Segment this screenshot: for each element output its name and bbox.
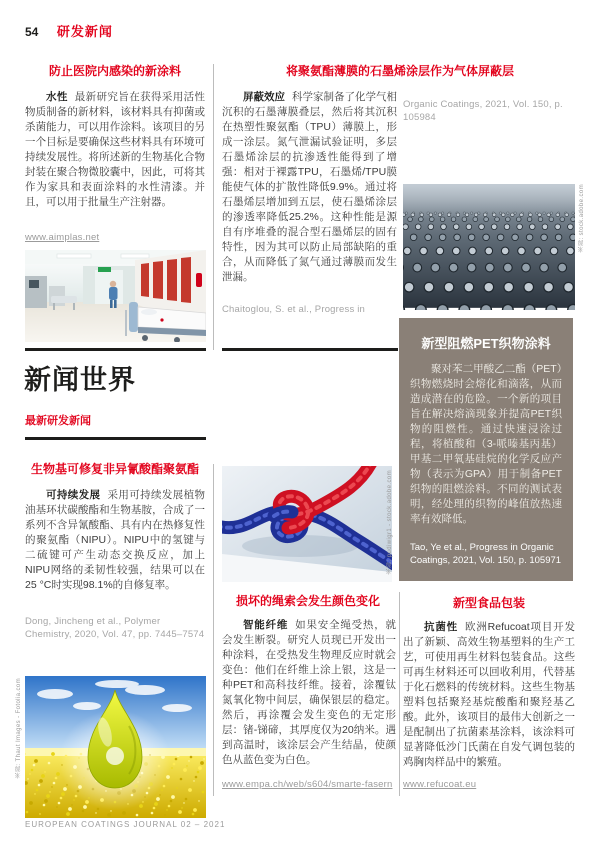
citation-graphene-part1: Chaitoglou, S. et al., Progress in xyxy=(222,304,366,315)
section-rule xyxy=(25,437,206,440)
page-number: 54 xyxy=(25,25,39,39)
photo-credit: 来源: stock.adobe.com xyxy=(579,184,585,253)
section-rule xyxy=(25,348,206,351)
box-body: 聚对苯二甲酸乙二酯（PET）织物燃烧时会熔化和滴落，从而造成潜在的危险。一个新的项目旨在解决熔滴现象并提高PET织物的阻燃性。通过快速浸涂过程，将植酸和（3-哌嗪基丙基）甲基二甲氧基硅烷的化学反应产物（表示为GPA）用于制备PET织物的阻燃涂料。不同的测试表明，经处理的织物的峰值放热速率有效降低。 xyxy=(410,363,562,525)
flame-retardant-box xyxy=(399,318,573,581)
article-link-refucoat[interactable]: www.refucoat.eu xyxy=(403,779,477,790)
article-body-graphene: 屏蔽效应 科学家制备了化学气相沉积的石墨薄膜叠层，然后将其沉积在热塑性聚氨酯（TPU）薄膜上，形成一涂层。氮气泄漏试验证明，多层石墨烯涂层的抗渗透性能得到了增强：相对于裸露TPU，石墨烯/TPU膜能使气体的扩散性降低9.9%。通过将石墨烯层增加到五层，使石墨烯涂层的渗透率降低25.2%。这种性能是源自有序堆叠的混合型石墨烯层的固有特性，因为其可以防止局部缺陷的重合，从而降低了氮气通过薄膜而发生泄漏。 xyxy=(222,91,397,283)
hospital-photo xyxy=(25,250,206,342)
news-world-title: 新闻世界 xyxy=(24,365,136,395)
citation-nipu: Dong, Jincheng et al., Polymer Chemistry, 2020, Vol. 47, pp. 7445–7574 xyxy=(25,616,205,640)
box-citation: Tao, Ye et al., Progress in Organic Coatings, 2021, Vol. 150, p. 105971 xyxy=(410,542,562,566)
lead-word: 智能纤维 xyxy=(243,619,289,631)
subsection-label: 最新研发新闻 xyxy=(25,415,91,427)
article-title-packaging: 新型食品包装 xyxy=(452,596,525,610)
photo-credit: 来源: pudiwigr1 - stock.adobe.com xyxy=(387,470,393,575)
lead-word: 抗菌性 xyxy=(424,621,458,633)
lead-word: 可持续发展 xyxy=(46,489,101,501)
article-link-aimplas[interactable]: www.aimplas.net xyxy=(25,232,100,243)
article-title-rope: 损坏的绳索会发生颜色变化 xyxy=(235,594,380,608)
article-link-empa[interactable]: www.empa.ch/web/s604/smarte-fasern xyxy=(222,779,393,790)
article-body-packaging: 抗菌性 欧洲Refucoat项目开发出了新颖、高效生物基塑料的生产工艺，可使用再生材料包装食品。这些可再生材料还可以回收利用，代替基于化石燃料的传统材料。这些生物基塑料包括聚羟基烷酸酯和聚羟基乙酸。此外，该项目的最伟大创新之一是配制出了抗菌素基涂料，该涂料可显著降低沙门氏菌在自发气调包装的鸡胸肉样品中的繁殖。 xyxy=(403,621,576,768)
article-body-rope: 智能纤维 如果安全绳受热，就会发生断裂。研究人员现已开发出一种涂料，在受热发生物理反应时就会变色：他们在纤维上涂上银，这是一种PET和高科技纤维。接着，涂覆钛氮氧化物中间层，确保银层的稳定。然后，再涂覆会发生变色的无定形层：锗-锑碲，其厚度仅为20纳米。遇到高温时，该涂层会产生结晶，使颜色从蓝色变为白色。 xyxy=(222,619,397,766)
box-title: 新型阻燃PET织物涂料 xyxy=(421,336,551,351)
article-body-nipu: 可持续发展 采用可持续发展植物油基环状碳酸酯和生物基胺，合成了一系列不含异氰酸酯、具有内在热修复性的聚氨酯（NIPU）。NIPU中的氢键与二硫键可产生动态交换反应，加上NIPU网络的柔韧性较强，结果可以在25 °C时实现98.1%的自修复率。 xyxy=(25,489,206,591)
oil-drop-photo xyxy=(25,676,206,818)
article-title-graphene: 将聚氨酯薄膜的石墨烯涂层作为气体屏蔽层 xyxy=(285,64,514,78)
article-title-nipu: 生物基可修复非异氰酸酯聚氨酯 xyxy=(30,462,199,476)
section-label: 研发新闻 xyxy=(56,24,113,39)
rope-photo xyxy=(222,466,392,582)
lead-word: 屏蔽效应 xyxy=(243,91,285,103)
column-divider xyxy=(399,592,400,796)
citation-graphene-part2: Organic Coatings, 2021, Vol. 150, p. 105984 xyxy=(403,99,563,123)
column-divider xyxy=(213,464,214,796)
article-body-hospital: 水性 最新研究旨在获得采用活性物质制备的新材料，该材料具有抑菌或杀菌能力，可以用作涂料。该项目的另一个目标是要确保这些材料具有环境可持续发展性。将所述新的生物基化合物封装在聚合物微胶囊中，因此，可将其作为家具和表面涂料的水性清漆。并且，可以用于批量生产注射器。 xyxy=(25,91,206,208)
column-divider xyxy=(213,64,214,350)
lead-word: 水性 xyxy=(46,91,68,103)
graphene-photo xyxy=(403,182,575,310)
page-header xyxy=(25,21,113,41)
photo-credit: 来源: Thaut Images - Fotolia.com xyxy=(16,678,22,779)
section-rule xyxy=(222,348,398,351)
footer-text: EUROPEAN COATINGS JOURNAL 02 – 2021 xyxy=(25,820,226,829)
article-title-hospital: 防止医院内感染的新涂料 xyxy=(48,64,181,78)
